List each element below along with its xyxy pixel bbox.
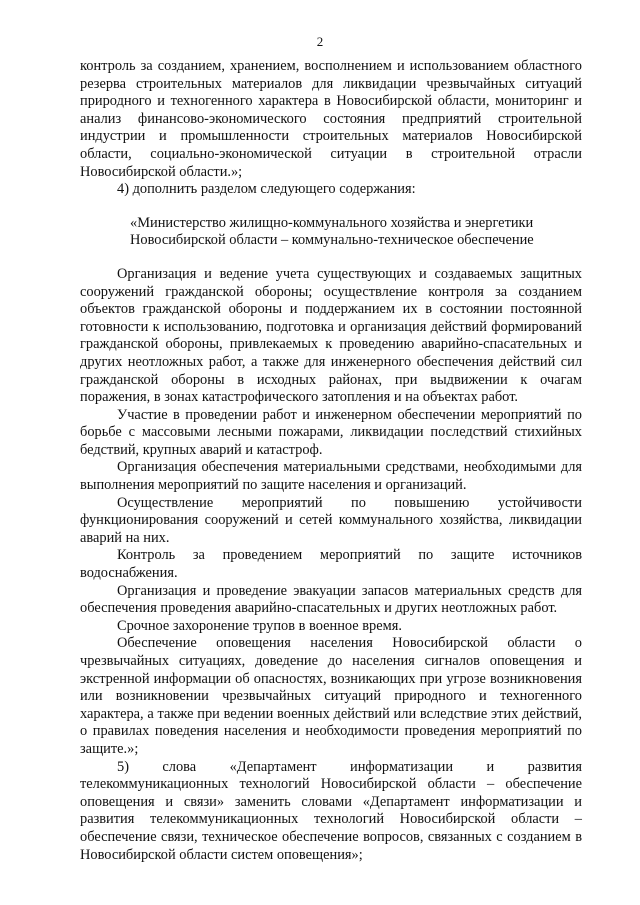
paragraph-continuation: контроль за созданием, хранением, восполнением и использованием областного резерва строительных материалов для ликвидации чрезвычайных ситуаций природного и техногенного характера в Новосибирской области, мониторинг и анализ финансово-экономического состояния предприятий строительной индустрии и промышленности строительных материалов Новосибирской области, социально-экономической ситуации в строительной отрасли Новосибирской области.»;: [80, 58, 582, 180]
paragraph: Осуществление мероприятий по повышению устойчивости функционирования сооружений и сетей коммунального хозяйства, ликвидации аварий на них.: [80, 494, 582, 546]
paragraph: Организация обеспечения материальными средствами, необходимыми для выполнения мероприятий по защите населения и организаций.: [80, 459, 582, 494]
section-heading: «Министерство жилищно-коммунального хозяйства и энергетики Новосибирской области – коммунально-техническое обеспечение: [130, 214, 534, 249]
paragraph: Срочное захоронение трупов в военное время.: [117, 617, 402, 634]
paragraph: Обеспечение оповещения населения Новосибирской области о чрезвычайных ситуациях, доведение до населения сигналов оповещения и экстренной информации об опасностях, возникающих при угрозе возникновения или возникновении чрезвычайных ситуаций природного и техногенного характера, а также при ведении военных действий или вследствие этих действий, о правилах поведения населения и необходимости проведения мероприятий по защите.»;: [80, 635, 582, 757]
paragraph-item-4: 4) дополнить разделом следующего содержания:: [117, 181, 416, 198]
paragraph: Участие в проведении работ и инженерном обеспечении мероприятий по борьбе с массовыми лесными пожарами, ликвидации последствий стихийных бедствий, крупных аварий и катастроф.: [80, 406, 582, 458]
page-number: 2: [316, 34, 324, 49]
document-body: [80, 58, 582, 864]
paragraph: Контроль за проведением мероприятий по защите источников водоснабжения.: [80, 547, 582, 582]
paragraph-item-5: 5) слова «Департамент информатизации и развития телекоммуникационных технологий Новосибирской области – обеспечение оповещения и связи» заменить словами «Департамент информатизации и развития телекоммуникационных технологий Новосибирской области – обеспечение связи, техническое обеспечение вопросов, связанных с созданием в Новосибирской области систем оповещения»;: [80, 758, 582, 863]
paragraph: Организация и проведение эвакуации запасов материальных средств для обеспечения проведения аварийно-спасательных и других неотложных работ.: [80, 582, 582, 617]
paragraph: Организация и ведение учета существующих и создаваемых защитных сооружений гражданской обороны; осуществление контроля за созданием объектов гражданской обороны и поддержанием их в состоянии постоянной готовности к использованию, подготовка и организация действий формирований гражданской обороны, привлекаемых к проведению аварийно-спасательных и других неотложных работ, а также для инженерного обеспечения действий сил гражданской обороны в исходных районах, при выдвижении к очагам поражения, в зонах катастрофического затопления и на объектах работ.: [80, 265, 582, 406]
